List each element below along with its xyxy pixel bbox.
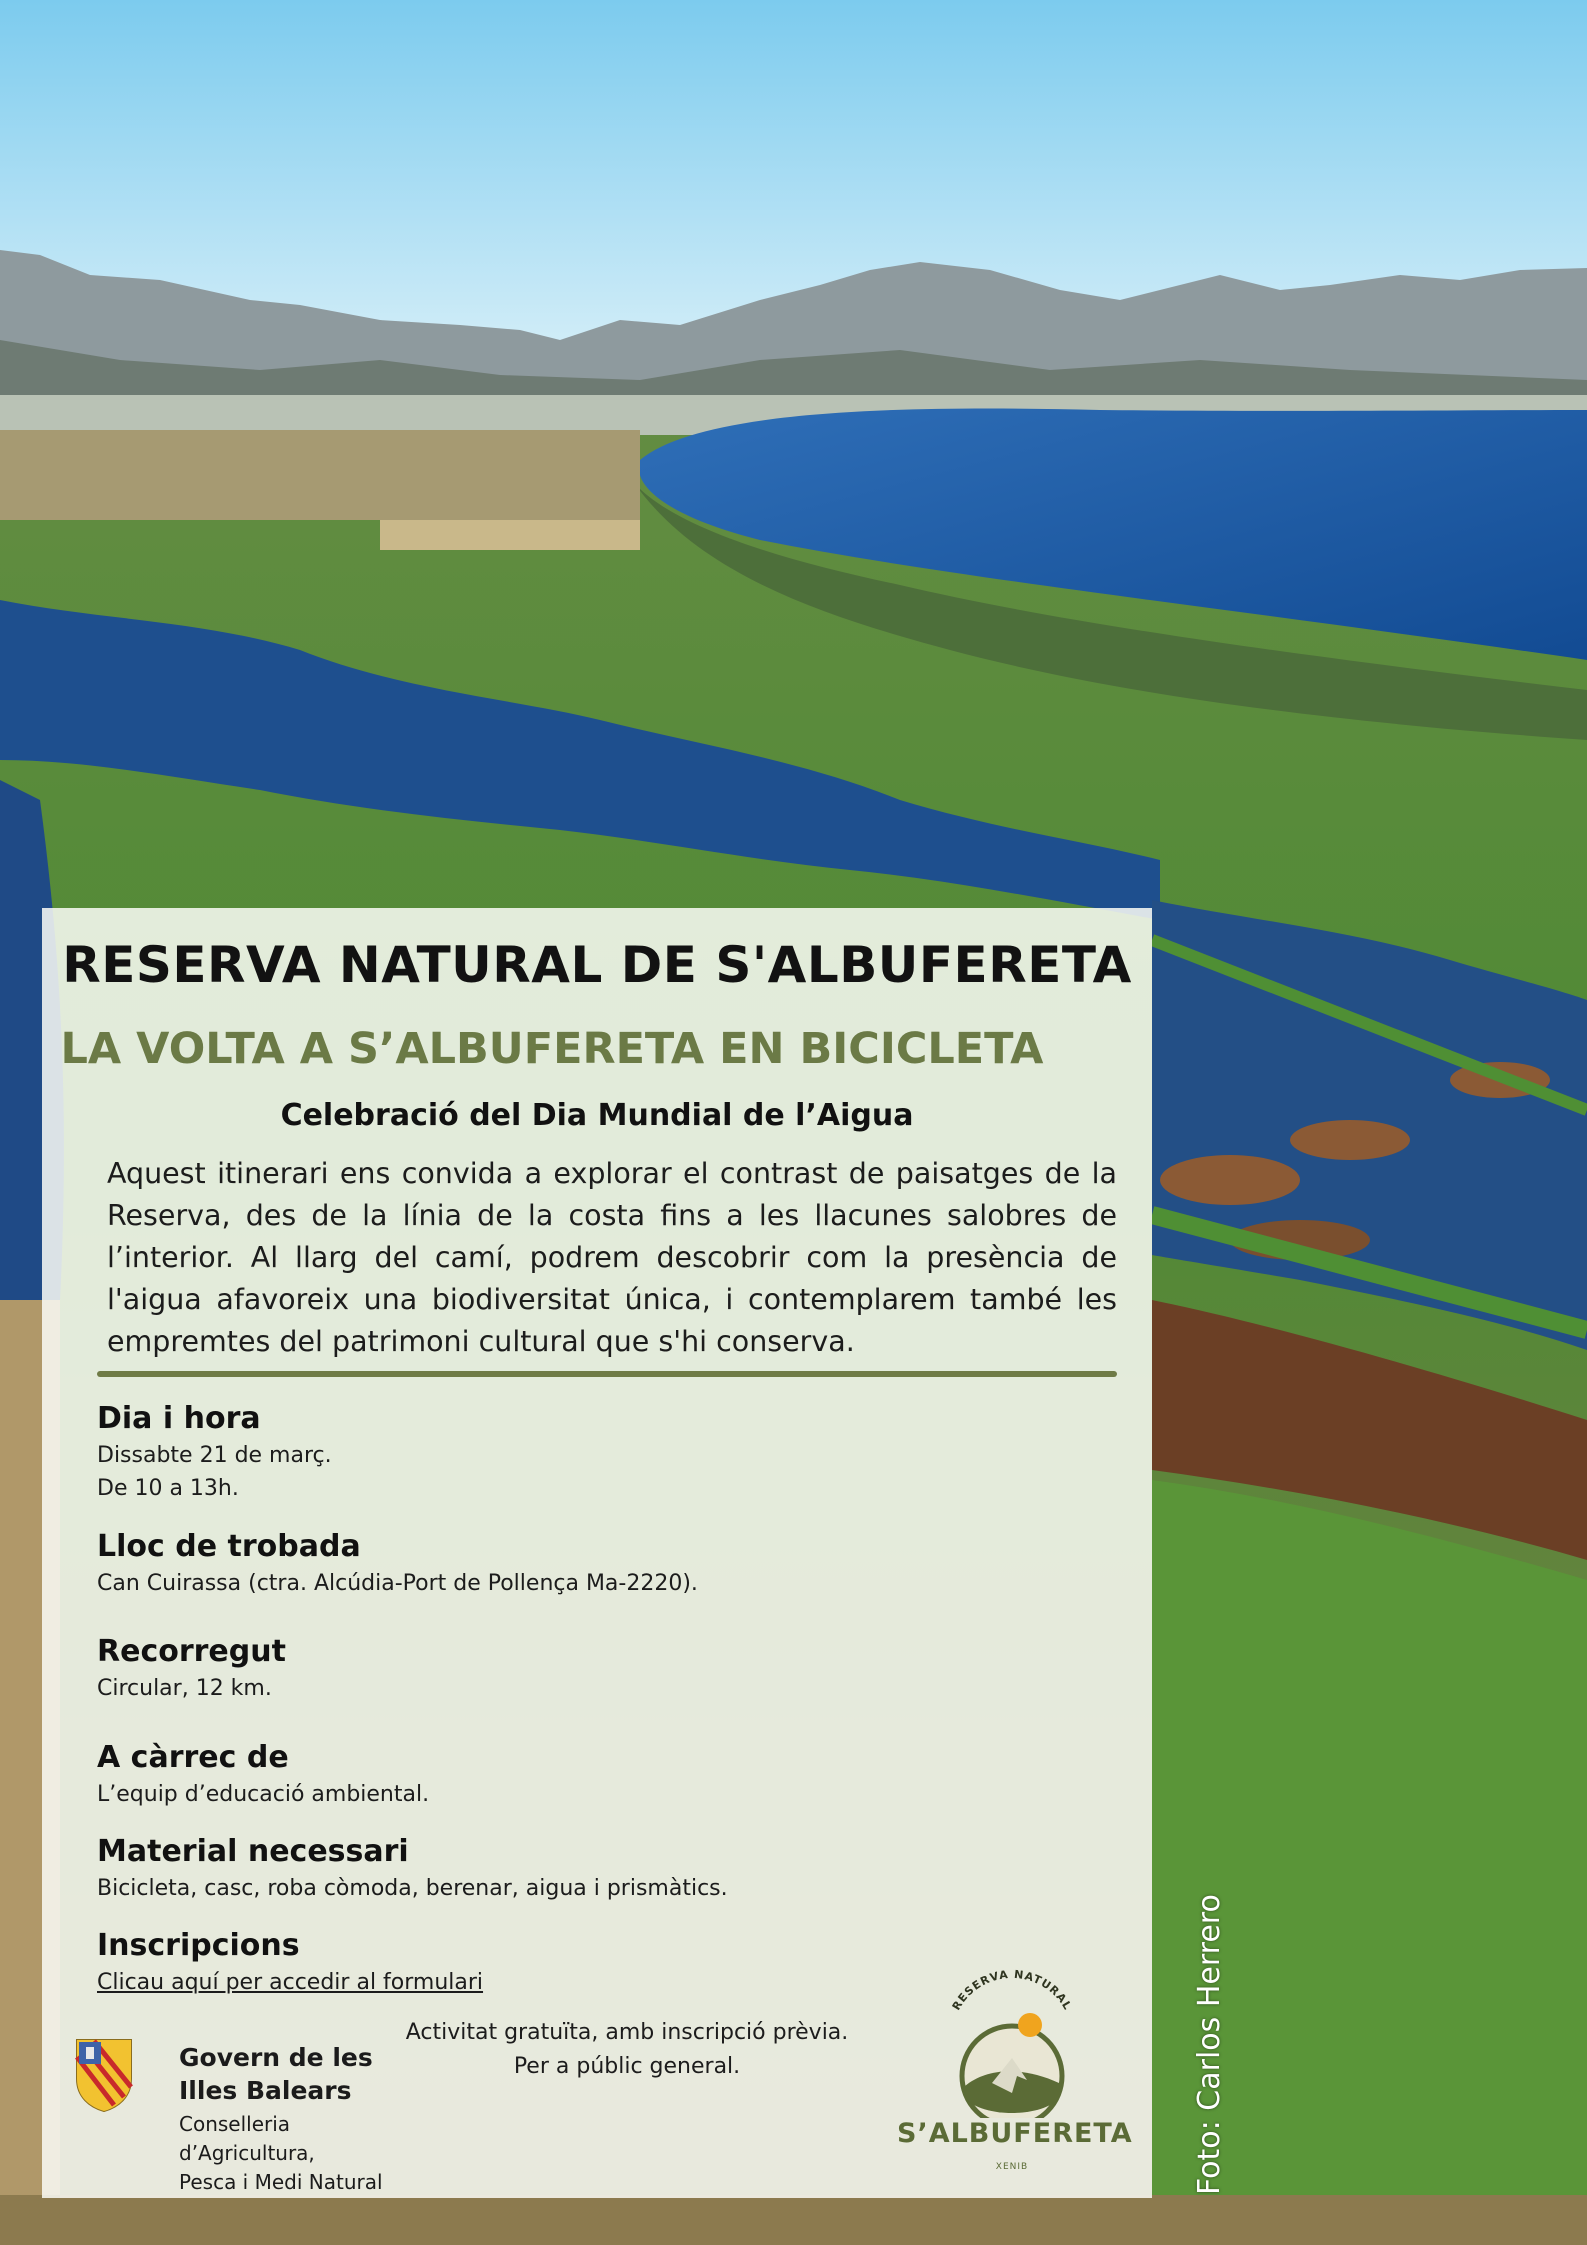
section-when-date: Dissabte 21 de març.: [97, 1443, 332, 1468]
section-material: [97, 1832, 1097, 1905]
event-description: Aquest itinerari ens convida a explorar el contrast de paisatges de la Reserva, des de la línia de la costa fins a les llacunes salobres de l’interior. Al llarg del camí, podrem descobrir com la presència de l'aigua afavoreix una biodiversitat única, i contemplarem també les empremtes del patrimoni cultural que s'hi conserva.: [107, 1157, 1117, 1358]
event-tagline: Celebració del Dia Mundial de l’Aigua: [280, 1098, 914, 1133]
government-name: [179, 2041, 373, 2107]
government-name-line2: Illes Balears: [179, 2076, 352, 2105]
department-line1: Conselleria d’Agricultura,: [179, 2112, 315, 2165]
coat-of-arms-icon: [74, 2037, 134, 2113]
info-card: [42, 908, 1152, 2198]
reserve-arc-text: RESERVA NATURAL: [949, 1968, 1075, 2013]
section-where-text: Can Cuirassa (ctra. Alcúdia-Port de Pollença Ma-2220).: [97, 1571, 698, 1596]
government-logo: [74, 2033, 414, 2194]
reserve-name: S’ALBUFERETA: [897, 2118, 1133, 2149]
section-guide: [97, 1738, 1097, 1811]
reserve-logo: [897, 1968, 1133, 2188]
government-name-line1: Govern de les: [179, 2043, 373, 2072]
section-material-text: Bicicleta, casc, roba còmoda, berenar, aigua i prismàtics.: [97, 1876, 728, 1901]
section-where: [97, 1527, 1097, 1600]
section-guide-text: L’equip d’educació ambiental.: [97, 1782, 430, 1807]
section-where-label: Lloc de trobada: [97, 1529, 361, 1564]
section-signup-label: Inscripcions: [97, 1928, 300, 1963]
reserve-subtitle: XENIB: [995, 2162, 1029, 2172]
department-line2: Pesca i Medi Natural: [179, 2170, 383, 2194]
section-route: [97, 1632, 1097, 1705]
section-when-time: De 10 a 13h.: [97, 1476, 239, 1501]
svg-text:RESERVA NATURAL: [950, 1968, 1075, 2013]
audience-line: Per a públic general.: [513, 2054, 741, 2079]
section-material-label: Material necessari: [97, 1834, 409, 1869]
signup-form-link[interactable]: Clicau aquí per accedir al formulari: [97, 1970, 484, 1995]
section-route-label: Recorregut: [97, 1634, 286, 1669]
department-name: [179, 2110, 414, 2197]
divider: [97, 1371, 1117, 1377]
section-when: [97, 1399, 1097, 1505]
free-activity-line: Activitat gratuïta, amb inscripció prèvia.: [405, 2020, 849, 2045]
event-title: LA VOLTA A S’ALBUFERETA EN BICICLETA: [60, 1024, 1044, 1074]
free-activity-note: [332, 2016, 922, 2084]
section-route-text: Circular, 12 km.: [97, 1676, 272, 1701]
page-title: RESERVA NATURAL DE S'ALBUFERETA: [62, 936, 1132, 994]
photo-credit: Foto: Carlos Herrero: [1192, 1894, 1227, 2195]
section-when-label: Dia i hora: [97, 1401, 261, 1436]
reserve-emblem-icon: [932, 1968, 1092, 2118]
section-guide-label: A càrrec de: [97, 1740, 289, 1775]
